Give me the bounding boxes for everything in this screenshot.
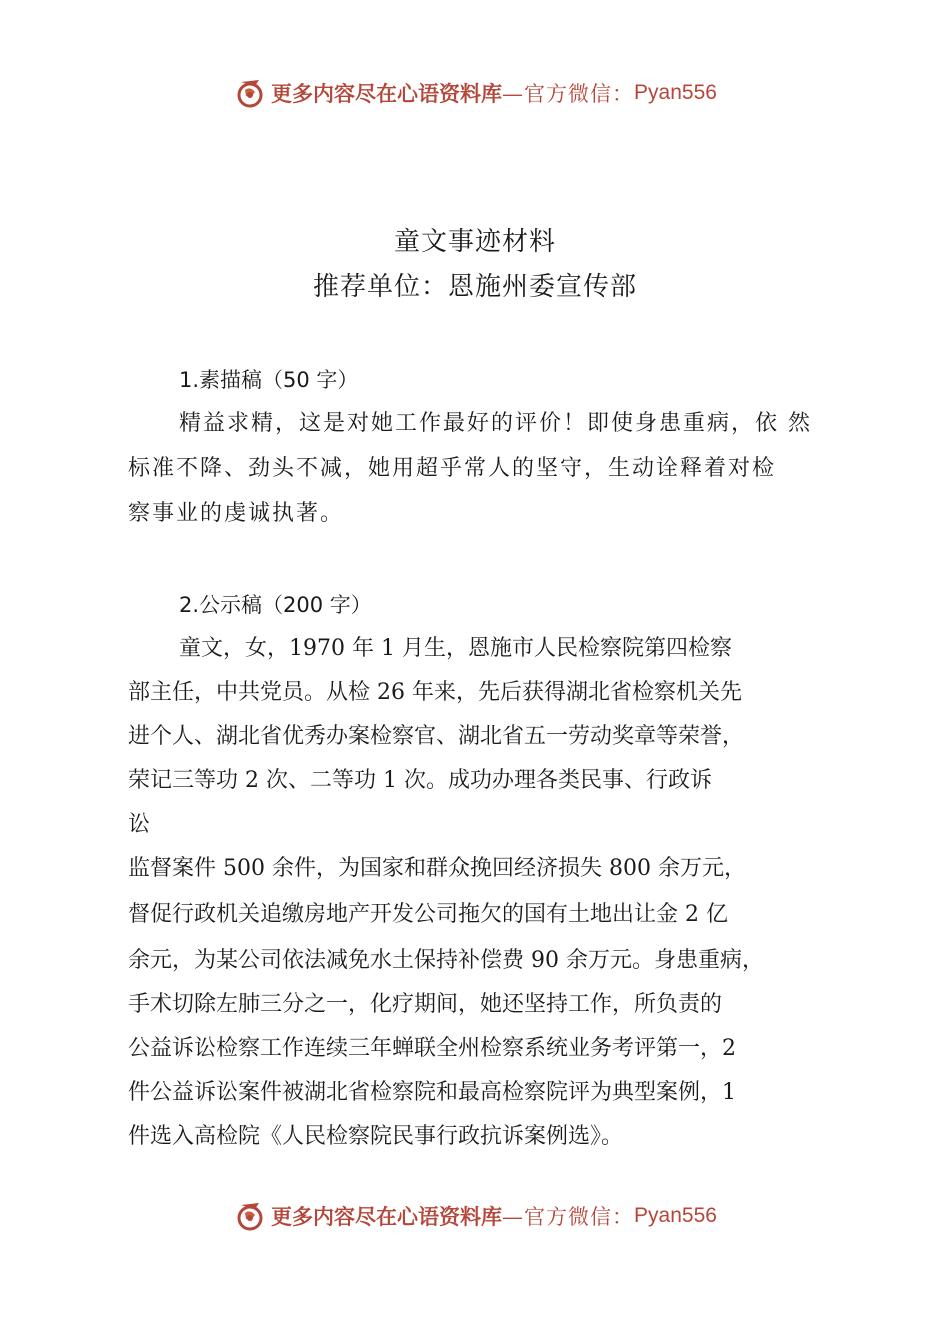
section2-line: 监督案件 500 余件，为国家和群众挽回经济损失 800 余万元， <box>128 856 746 881</box>
section2-heading: 2.公示稿（200 字） <box>179 593 372 617</box>
section2-line: 余元，为某公司依法减免水土保持补偿费 90 余万元。身患重病， <box>128 948 764 973</box>
logo-icon <box>233 76 267 110</box>
logo-icon <box>233 1199 267 1233</box>
section2-line: 督促行政机关追缴房地产开发公司拖欠的国有土地出让金 2 亿 <box>128 902 728 927</box>
section2-line: 手术切除左肺三分之一，化疗期间，她还坚持工作，所负责的 <box>128 992 723 1017</box>
section2-line: 部主任，中共党员。从检 26 年来，先后获得湖北省检察机关先 <box>128 680 742 705</box>
section2-line: 件公益诉讼案件被湖北省检察院和最高检察院评为典型案例，1 <box>128 1080 736 1105</box>
watermark-separator: —官方微信： <box>502 1205 635 1229</box>
watermark-banner-top <box>0 73 950 113</box>
section2-line: 荣记三等功 2 次、二等功 1 次。成功办理各类民事、行政诉 <box>128 768 712 793</box>
watermark-banner-bottom <box>0 1196 950 1236</box>
section1-line: 标准不降、劲头不减，她用超乎常人的坚守，生动诠释着对检 <box>128 456 777 481</box>
section2-line: 进个人、湖北省优秀办案检察官、湖北省五一劳动奖章等荣誉， <box>128 724 745 749</box>
section1-line: 察事业的虔诚执著。 <box>128 501 345 526</box>
document-subtitle: 推荐单位：恩施州委宣传部 <box>312 272 637 302</box>
section2-line: 讼 <box>128 812 151 837</box>
watermark-separator: —官方微信： <box>502 82 635 106</box>
section2-line: 件选入高检院《人民检察院民事行政抗诉案例选》。 <box>128 1124 624 1149</box>
section2-line: 童文，女，1970 年 1 月生，恩施市人民检察院第四检察 <box>179 636 732 661</box>
section1-heading: 1.素描稿（50 字） <box>179 368 359 392</box>
watermark-brand: 更多内容尽在心语资料库 <box>271 1204 503 1229</box>
watermark-wechat-id: Pyan556 <box>634 1204 717 1227</box>
section1-line: 精益求精，这是对她工作最好的评价！即使身患重病，依 然 <box>179 411 812 436</box>
section2-line: 公益诉讼检察工作连续三年蝉联全州检察系统业务考评第一，2 <box>128 1036 736 1061</box>
watermark-brand: 更多内容尽在心语资料库 <box>271 81 503 106</box>
watermark-wechat-id: Pyan556 <box>634 81 717 104</box>
document-title: 童文事迹材料 <box>393 227 556 257</box>
